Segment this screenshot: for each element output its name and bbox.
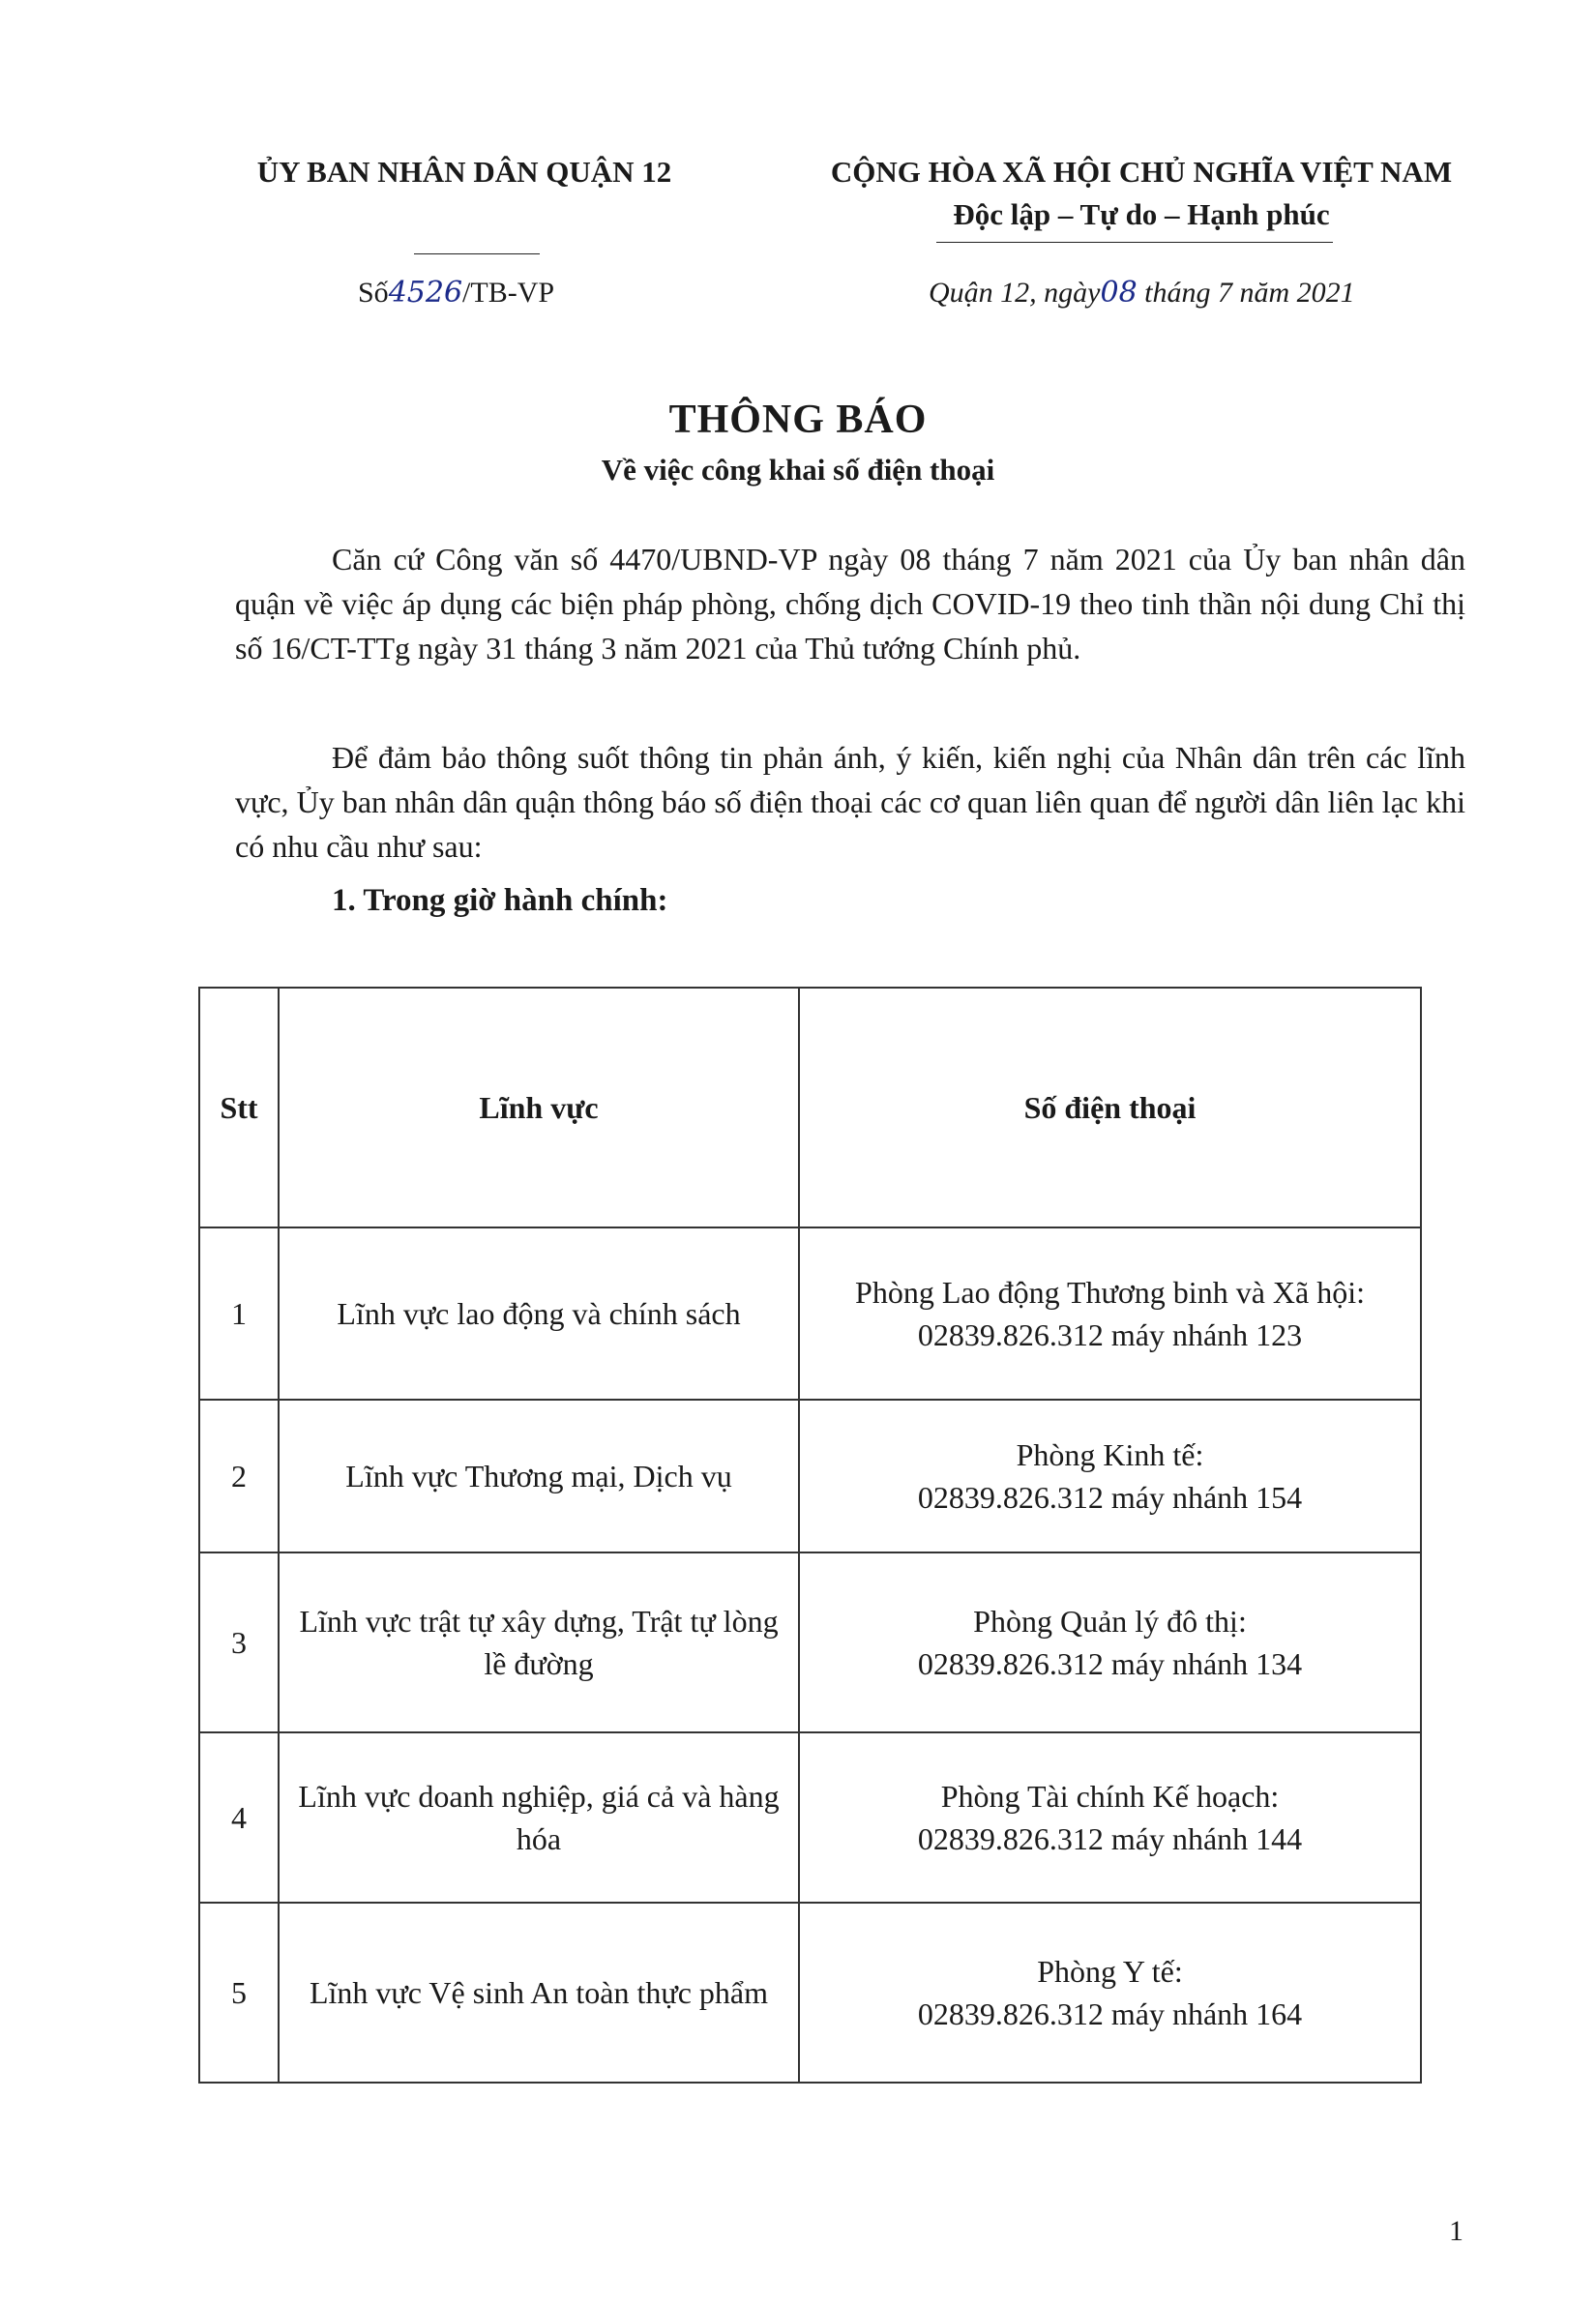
row-office: Phòng Tài chính Kế hoạch: [940,1779,1280,1814]
row-phone-cell [799,1552,1421,1732]
row-phone-cell [799,1227,1421,1400]
issuing-agency: ỦY BAN NHÂN DÂN QUẬN 12 [256,155,672,189]
table-header-row [199,988,1421,1227]
row-stt: 1 [199,1227,279,1400]
row-office: Phòng Quản lý đô thị: [973,1604,1247,1639]
row-field: Lĩnh vực Thương mại, Dịch vụ [279,1400,799,1552]
row-phone: 02839.826.312 máy nhánh 164 [917,1996,1303,2031]
date-day-handwritten: 08 [1100,276,1138,310]
date-suffix: tháng 7 năm 2021 [1137,277,1355,309]
doc-number-prefix: Số [358,277,389,309]
national-title: CỘNG HÒA XÃ HỘI CHỦ NGHĨA VIỆT NAM [830,155,1453,189]
row-phone-cell [799,1400,1421,1552]
document-number [358,276,554,310]
row-phone: 02839.826.312 máy nhánh 154 [917,1480,1303,1515]
header-phone: Số điện thoại [799,988,1421,1227]
table-row [199,1227,1421,1400]
row-field: Lĩnh vực Vệ sinh An toàn thực phẩm [279,1903,799,2083]
doc-number-suffix: /TB-VP [462,277,555,309]
table-row [199,1400,1421,1552]
row-office: Phòng Y tế: [1037,1954,1183,1989]
row-stt: 4 [199,1732,279,1903]
row-field: Lĩnh vực doanh nghiệp, giá cả và hàng hóa [279,1732,799,1903]
row-phone: 02839.826.312 máy nhánh 134 [917,1646,1303,1681]
paragraph-legal-basis: Căn cứ Công văn số 4470/UBND-VP ngày 08 tháng 7 năm 2021 của Ủy ban nhân dân quận về việc áp dụng các biện pháp phòng, chống dịch COVID-19 theo tinh thần nội dung Chỉ thị số 16/CT-TTg ngày 31 tháng 3 năm 2021 của Thủ tướng Chính phủ. [235,542,1465,665]
row-office: Phòng Lao động Thương binh và Xã hội: [855,1275,1365,1310]
row-office: Phòng Kinh tế: [1016,1437,1204,1472]
national-motto: Độc lập – Tự do – Hạnh phúc [953,197,1330,231]
section-heading: 1. Trong giờ hành chính: [332,883,668,918]
header-field: Lĩnh vực [279,988,799,1227]
phone-directory-table [198,987,1422,2084]
row-field: Lĩnh vực trật tự xây dựng, Trật tự lòng lề đường [279,1552,799,1732]
doc-number-handwritten: 4526 [388,276,463,310]
row-stt: 3 [199,1552,279,1732]
table-row [199,1903,1421,2083]
header-stt: Stt [199,988,279,1227]
row-stt: 5 [199,1903,279,2083]
row-field: Lĩnh vực lao động và chính sách [279,1227,799,1400]
row-phone-cell [799,1732,1421,1903]
row-stt: 2 [199,1400,279,1552]
row-phone: 02839.826.312 máy nhánh 144 [917,1821,1303,1856]
paragraph-purpose: Để đảm bảo thông suốt thông tin phản ánh, ý kiến, kiến nghị của Nhân dân trên các lĩnh vực, Ủy ban nhân dân quận thông báo số điện thoại các cơ quan liên quan để người dân liên lạc khi có nhu cầu như sau: [235,740,1465,864]
document-title: THÔNG BÁO [668,398,928,442]
document-subtitle: Về việc công khai số điện thoại [601,453,995,487]
document-date [929,276,1355,310]
row-phone-cell [799,1903,1421,2083]
table-row [199,1552,1421,1732]
table-row [199,1732,1421,1903]
agency-divider [414,253,540,254]
date-prefix: Quận 12, ngày [929,277,1101,309]
row-phone: 02839.826.312 máy nhánh 123 [917,1317,1303,1352]
page-number: 1 [1449,2215,1463,2247]
motto-divider [936,242,1333,243]
